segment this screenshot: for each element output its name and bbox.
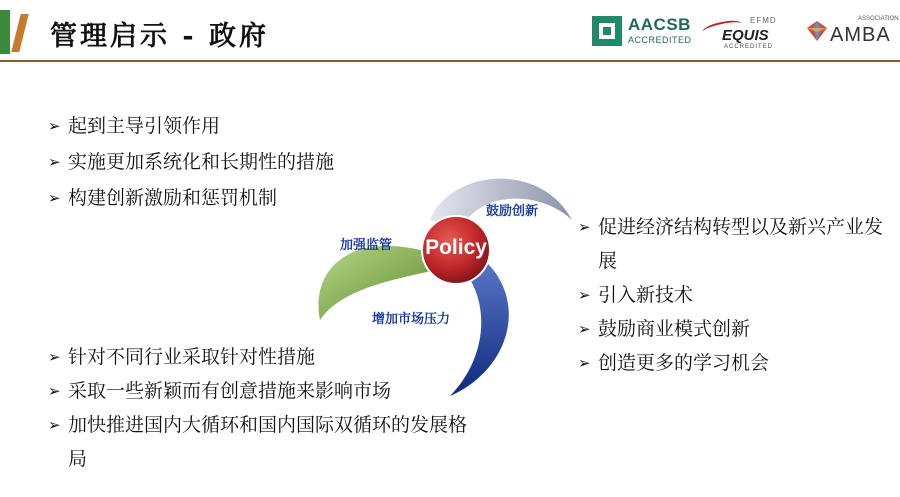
header-accent-bar: [0, 10, 10, 54]
policy-center-label: Policy: [425, 236, 487, 259]
arrow-bullet-icon: ➢: [48, 416, 61, 434]
amba-logo-name: AMBA: [830, 24, 891, 46]
arrow-bullet-icon: ➢: [578, 354, 591, 372]
list-item: [578, 278, 888, 312]
top-bullet-list: [48, 108, 334, 216]
arrow-bullet-icon: ➢: [578, 320, 591, 338]
list-item-text: 构建创新激励和惩罚机制: [68, 187, 278, 209]
list-item: [48, 108, 334, 144]
page-title: 管理启示 - 政府: [50, 21, 270, 52]
aacsb-logo-name: AACSB: [628, 15, 691, 34]
header-divider: [0, 60, 900, 62]
arrow-bullet-icon: ➢: [578, 218, 591, 236]
list-item-text: 鼓励商业模式创新: [598, 318, 751, 340]
arrow-bullet-icon: ➢: [48, 348, 61, 366]
equis-logo-name: EQUIS: [722, 27, 769, 44]
arrow-bullet-icon: ➢: [578, 286, 591, 304]
list-item: [48, 374, 468, 408]
amba-logo: [806, 14, 899, 52]
encourage-innovation-label: 鼓励创新: [486, 204, 539, 219]
list-item: [48, 180, 334, 216]
list-item-text: 促进经济结构转型以及新兴产业发展: [598, 216, 884, 272]
equis-logo: [702, 14, 788, 52]
list-item: [578, 210, 888, 278]
arrow-bullet-icon: ➢: [48, 117, 61, 135]
amba-logo-prefix: ASSOCIATION: [858, 16, 899, 22]
equis-logo-sub: ACCREDITED: [724, 44, 774, 50]
arrow-bullet-icon: ➢: [48, 382, 61, 400]
list-item-text: 引入新技术: [598, 284, 694, 306]
list-item-text: 针对不同行业采取针对性措施: [68, 346, 316, 368]
list-item: [578, 312, 888, 346]
list-item-text: 实施更加系统化和长期性的措施: [68, 151, 335, 173]
list-item: [48, 144, 334, 180]
market-pressure-label: 增加市场压力: [372, 312, 451, 327]
arrow-bullet-icon: ➢: [48, 189, 61, 207]
aacsb-logo: [592, 14, 692, 52]
strengthen-regulation-label: 加强监管: [340, 238, 393, 253]
list-item-text: 创造更多的学习机会: [598, 352, 770, 374]
slide-header: [0, 0, 900, 62]
list-item: [48, 340, 468, 374]
equis-logo-org: EFMD: [750, 16, 777, 25]
aacsb-logo-sub: ACCREDITED: [628, 35, 692, 45]
aacsb-emblem-icon: [592, 16, 622, 46]
header-slash-mark: [11, 14, 28, 52]
arrow-bullet-icon: ➢: [48, 153, 61, 171]
list-item-text: 加快推进国内大循环和国内国际双循环的发展格局: [68, 414, 468, 470]
list-item-text: 采取一些新颖而有创意措施来影响市场: [68, 380, 392, 402]
right-bullet-list: [578, 210, 888, 380]
list-item: [578, 346, 888, 380]
list-item-text: 起到主导引领作用: [68, 115, 221, 137]
amba-diamond-icon: [806, 20, 828, 42]
bottom-bullet-list: [48, 340, 468, 476]
list-item: [48, 408, 468, 476]
